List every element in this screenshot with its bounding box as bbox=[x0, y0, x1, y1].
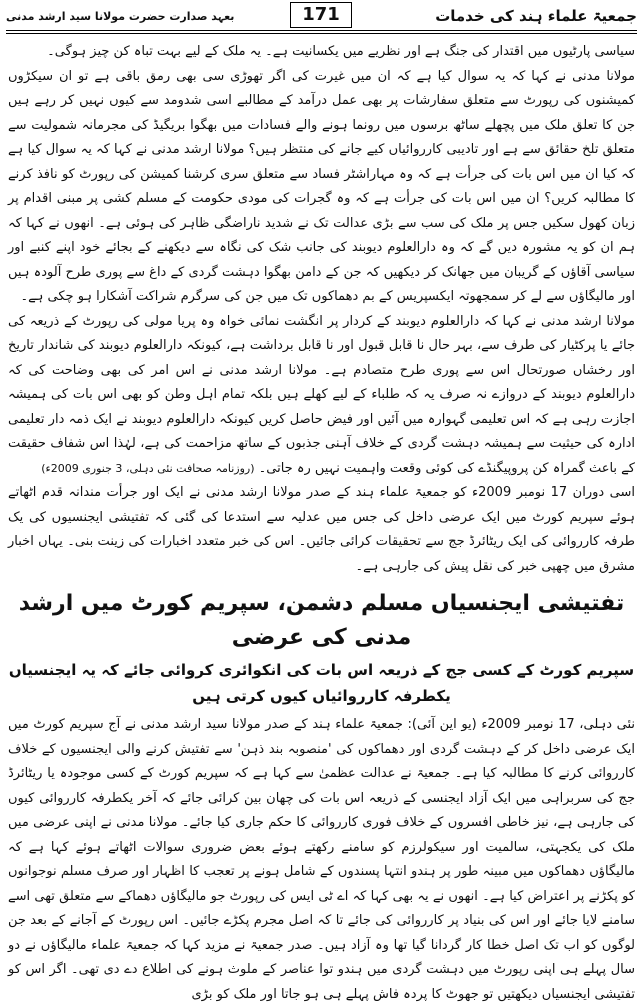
article-subheadline: سپریم کورٹ کے کسی جج کے ذریعہ اس بات کی انکوائری کروائی جائے کہ یہ ایجنسیاں یکطرفہ کارروائیاں کیوں کرتی ہیں bbox=[8, 661, 635, 705]
page-number: 171 bbox=[290, 2, 352, 28]
article-headline: تفتیشی ایجنسیاں مسلم دشمن، سپریم کورٹ میں ارشد مدنی کی عرضی bbox=[18, 591, 625, 650]
source-citation: (روزنامہ صحافت نئی دہلی، 3 جنوری 2009ء) bbox=[41, 461, 255, 475]
book-title: جمعیۃ علماء ہند کی خدمات bbox=[435, 7, 637, 25]
page-body bbox=[8, 40, 635, 1007]
header-rule-thin bbox=[6, 33, 637, 34]
paragraph-darul-uloom-text: مولانا ارشد مدنی نے کہا کہ دارالعلوم دیوبند کے کردار پر انگشت نمائی خواہ وہ پریا مولی کی رپورٹ کے ذریعہ کی جائے یا پرکٹیار کی طرف سے، بہر حال نا قابل قبول اور نا قابل برداشت ہے، کیونکہ دارالعلوم دیوبند کی شاندار تاریخ اور رخشاں صورتحال اس سے پوری طرح متصادم ہے۔ مولانا ارشد مدنی نے اس امر کی بھی وضاحت کی کہ دارالعلوم دیوبند کے دروازے نہ صرف یہ کہ طلباء کے لیے کھلے ہیں بلکہ تمام اہل وطن کو بھی اس بات کی ہمیشہ اجازت رہی ہے کہ اس تعلیمی گہوارہ میں آئیں اور فیض حاصل کریں کیونکہ دارالعلوم دیوبند نے ایک ذمہ دار تعلیمی ادارہ کی حیثیت سے ہمیشہ دہشت گردی کے خلاف آہنی جذبوں کے ساتھ مزاحمت کی ہے، لہٰذا اس شفاف حقیقت کے باعث گمراہ کن پروپیگنڈے کی کوئی وقعت واہمیت نہیں رہ جاتی۔ bbox=[8, 313, 635, 476]
header-rule-thick bbox=[6, 30, 637, 31]
paragraph-intro: سیاسی پارٹیوں میں اقتدار کی جنگ ہے اور نظریے میں یکسانیت ہے۔ یہ ملک کے لیے بہت تباہ کن چیز ہوگی۔ bbox=[47, 44, 635, 59]
paragraph-darul-uloom bbox=[8, 310, 635, 482]
period-line: بعہد صدارت حضرت مولانا سید ارشد مدنی bbox=[6, 9, 235, 23]
paragraph-supreme-court-petition: اسی دوران 17 نومبر 2009ء کو جمعیۃ علماء ہند کے صدر مولانا ارشد مدنی نے ایک اور جرأت مندانہ قدم اٹھاتے ہوئے سپریم کورٹ میں ایک عرضی داخل کی جس میں عدلیہ سے استدعا کی گئی کہ تفتیشی ایجنسیوں کی یک طرفہ کارروائی کی ایک ریٹائرڈ جج سے تحقیقات کرائی جائیں۔ اس کی خبر متعدد اخبارات کی زینت بنی۔ یہاں اخبار مشرق میں چھپی خبر کی نقل پیش کی جارہی ہے۔ bbox=[8, 485, 636, 574]
article-paragraph: نئی دہلی، 17 نومبر 2009ء (یو این آئی): جمعیۃ علماء ہند کے صدر مولانا سید ارشد مدنی نے آج سپریم کورٹ میں ایک عرضی داخل کر کے دہشت گردی اور دھماکوں کی 'منصوبہ بند ذہن' سے تفتیش کرنے والی ایجنسیوں کے خلاف کارروائی کرنے کا مطالبہ کیا ہے۔ جمعیۃ نے عدالت عظمیٰ سے کہا ہے کہ سپریم کورٹ کے کسی موجودہ یا ریٹائرڈ جج کی سربراہی میں ایک آزاد ایجنسی کے ذریعہ اس بات کی چھان بین کرائی جائے کہ آخر یکطرفہ کارروائی کیوں کی جارہی ہے، نیز خاطی افسروں کے خلاف فوری کارروائی کا حکم جاری کیا جائے۔ مولانا مدنی نے اپنی عرضی میں ملک کی یکجہتی، سالمیت اور سیکولرزم کو سامنے رکھتے ہوئے بعض ضروری سوالات اٹھاتے ہوئے کہا ہے کہ مالیگاؤں دھماکوں میں مبینہ طور پر ہندو انتہا پسندوں کے شامل ہونے پر تعجب کا اظہار اور صرف مسلم نوجوانوں کو پکڑنے پر اعتراض کیا ہے۔ انھوں نے یہ بھی کہا کہ اے ٹی ایس کی رپورٹ جو مالیگاؤں دھماکے سے متعلق تھی اسے سامنے لایا جائے اور اس کی بنیاد پر کارروائی کی جائے تا کہ اصل مجرم پکڑے جائیں۔ اس رپورٹ کے آجانے کے بعد جن لوگوں کو اب تک اصل خطا کار گردانا گیا تھا وہ آزاد ہیں۔ صدر جمعیۃ نے مزید کہا کہ جمعیۃ علماء مالیگاؤں نے دو سال پہلے ہی اپنی رپورٹ میں دہشت گردی میں ہندو توا عناصر کے ملوث ہونے کی اطلاع دے دی تھی۔ اگر اس کو تفتیشی ایجنسیاں دیکھتیں تو جھوٹ کا پردہ فاش پہلے ہی ہو جاتا اور ملک کو بڑی bbox=[8, 717, 635, 1002]
paragraph-madani-question: مولانا مدنی نے کہا کہ یہ سوال کیا ہے کہ ان میں غیرت کی اگر تھوڑی سی بھی رمق باقی ہے تو ان سیکڑوں کمیشنوں کی رپورٹ سے متعلق سفارشات پر بھی عمل درآمد کے مطالبے اسی شدومد سے کیوں نہیں کر رہے ہیں جن کا تعلق ملک میں پچھلے ساٹھ برسوں میں رونما ہونے والے فسادات میں بھگوا بریگیڈ کی مجرمانہ شمولیت سے متعلق تلخ حقائق سے ہے اور تادیبی کارروائیاں کیے جانے کی منتظر ہیں؟ مولانا ارشد مدنی نے کہا کہ یہ سوال کیا ہے کہ کیا ان میں اس بات کی جرأت ہے کہ وہ مہاراشٹر فساد سے متعلق سری کرشنا کمیشن کی رپورٹ کو نافذ کرنے کا مطالبہ کریں؟ ان میں اس بات کی جرأت ہے کہ وہ گجرات کی مودی حکومت کے مسلم کشی پر مبنی اقدام پر زبان کھول سکیں جس پر ملک کی سب سے بڑی عدالت تک نے شدید ناراضگی ظاہر کی ہوئی ہے۔ انھوں نے کہا کہ ہم ان کو یہ مشورہ دیں گے کہ وہ دارالعلوم دیوبند کی جانب شک کی نگاہ سے دیکھنے کے بجائے خود اپنے کنبے اور سیاسی آقاؤں کے گریبان میں جھانک کر دیکھیں کہ جن کے دامن بھگوا دہشت گردی کے داغ سے پوری طرح آلودہ ہیں اور مالیگاؤں سے لے کر سمجھوتہ ایکسپریس کے بم دھماکوں تک میں جن کی سرگرم شراکت آشکارا ہو چکی ہے۔ bbox=[8, 68, 635, 304]
